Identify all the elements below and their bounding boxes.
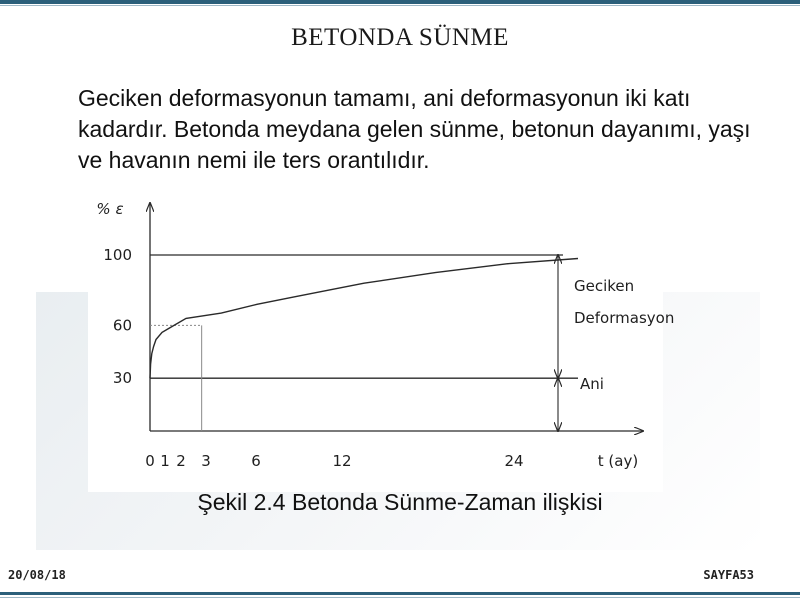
x-tick-label: 0	[145, 452, 155, 470]
slide-title: BETONDA SÜNME	[291, 24, 509, 51]
creep-curve	[150, 259, 578, 379]
x-tick-label: 2	[176, 452, 186, 470]
x-tick-label: 24	[504, 452, 524, 470]
x-tick-label: 12	[332, 452, 352, 470]
footer-page-number: SAYFA53	[703, 568, 754, 582]
top-rule	[0, 0, 800, 4]
x-axis-label: t (ay)	[597, 452, 639, 470]
y-tick-label: 30	[112, 369, 132, 388]
chart-panel	[88, 195, 675, 492]
y-tick-label: 100	[103, 246, 132, 264]
annotation-deformasyon: Deformasyon	[574, 309, 675, 327]
top-rule-thin	[0, 5, 800, 6]
creep-time-chart	[88, 195, 675, 492]
y-tick-label: 60	[112, 316, 132, 335]
figure-caption: Şekil 2.4 Betonda Sünme-Zaman ilişkisi	[197, 489, 603, 515]
body-paragraph: Geciken deformasyonun tamamı, ani deformasyonun iki katı kadardır. Betonda meydana gelen sünme, betonun dayanımı, yaşı ve havanın nemi ile ters orantılıdır.	[78, 85, 751, 173]
x-tick-label: 6	[251, 452, 261, 470]
y-axis-label: % ε	[96, 200, 124, 218]
bottom-rule	[0, 592, 800, 595]
x-tick-label: 1	[160, 452, 170, 470]
footer-date: 20/08/18	[8, 568, 66, 582]
x-tick-label: 3	[201, 452, 211, 470]
bottom-rule-thin	[0, 597, 800, 598]
annotation-geciken: Geciken	[574, 277, 635, 295]
annotation-ani: Ani	[580, 375, 604, 393]
